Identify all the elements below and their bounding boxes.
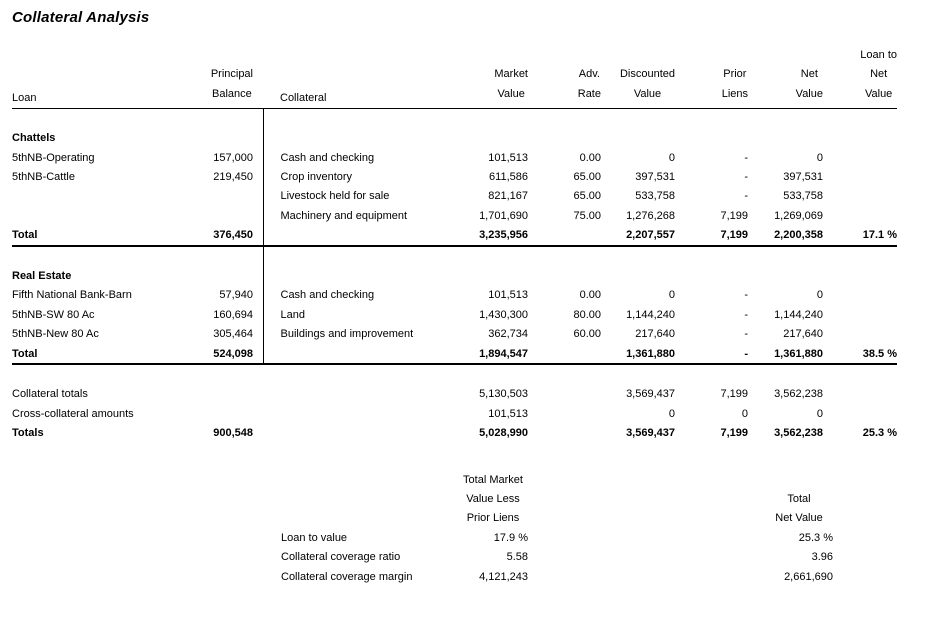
summary-row-collateral-totals xyxy=(12,385,897,404)
cell-net: 1,361,880 xyxy=(748,344,823,364)
cell-collateral: Cash and checking xyxy=(263,148,463,167)
section-name: Real Estate xyxy=(12,270,72,283)
header-loan: Loan xyxy=(12,46,152,109)
summary-row-cross-collateral xyxy=(12,404,897,423)
cell-collateral: Crop inventory xyxy=(263,167,463,186)
cell-market: 5,028,990 xyxy=(479,427,528,440)
market-header-line: Prior Liens xyxy=(466,512,520,525)
footer-row-coverage-ratio xyxy=(281,548,833,567)
cell-principal: 57,940 xyxy=(219,289,253,302)
cell-loan-to-net: 25.3 % xyxy=(862,427,897,440)
spacer-row xyxy=(12,109,897,129)
cell-market: 5,130,503 xyxy=(479,388,528,401)
cell-net: 1,269,069 xyxy=(774,209,823,222)
cell-adv-rate: 60.00 xyxy=(573,328,601,341)
cell-discounted: 0 xyxy=(668,151,675,164)
cell-market: 101,513 xyxy=(488,151,528,164)
table-row xyxy=(12,167,897,186)
cell-discounted: 397,531 xyxy=(635,171,675,184)
cell-discounted: 1,276,268 xyxy=(626,209,675,222)
footer-market-value: 4,121,243 xyxy=(479,570,528,583)
footer-market-value: 17.9 % xyxy=(493,531,528,544)
cell-prior-liens: - xyxy=(675,344,748,364)
cell-discounted: 3,569,437 xyxy=(626,388,675,401)
cell-net: 3,562,238 xyxy=(774,427,823,440)
table-row xyxy=(12,187,897,206)
market-header-line: Total Market xyxy=(463,473,523,486)
cell-market: 3,235,956 xyxy=(463,226,528,246)
cell-adv-rate: 0.00 xyxy=(579,151,601,164)
cell-collateral: Livestock held for sale xyxy=(263,187,463,206)
footer-label: Loan to value xyxy=(281,531,348,544)
cell-prior-liens: 0 xyxy=(741,407,748,420)
collateral-table xyxy=(12,46,897,443)
cell-loan-to-net: 17.1 % xyxy=(823,226,897,246)
footer-label: Collateral coverage ratio xyxy=(281,551,401,564)
cell-prior-liens: - xyxy=(744,308,748,321)
cell-market: 362,734 xyxy=(488,328,528,341)
cell-prior-liens: - xyxy=(744,328,748,341)
cell-loan: 5thNB-SW 80 Ac xyxy=(12,308,95,321)
footer-header-row xyxy=(281,509,833,528)
cell-label: Cross-collateral amounts xyxy=(12,407,134,420)
footer-label: Collateral coverage margin xyxy=(281,570,413,583)
cell-principal: 219,450 xyxy=(213,171,253,184)
section-header-real-estate xyxy=(12,266,897,285)
net-header-line: Net Value xyxy=(775,512,823,525)
cell-market: 1,894,547 xyxy=(463,344,528,364)
cell-prior-liens: - xyxy=(744,190,748,203)
footer-row-loan-to-value xyxy=(281,528,833,547)
footer-header-row xyxy=(281,489,833,508)
table-row xyxy=(12,206,897,225)
cell-prior-liens: - xyxy=(744,151,748,164)
cell-adv-rate: 80.00 xyxy=(573,308,601,321)
cell-adv-rate: 0.00 xyxy=(579,289,601,302)
cell-net: 0 xyxy=(816,151,823,164)
table-row xyxy=(12,305,897,324)
cell-collateral: Cash and checking xyxy=(263,286,463,305)
table-row xyxy=(12,148,897,167)
section-total-row-chattels xyxy=(12,226,897,246)
report-title: Collateral Analysis xyxy=(12,9,150,26)
spacer-row xyxy=(12,364,897,384)
cell-net: 2,200,358 xyxy=(748,226,823,246)
cell-label: Collateral totals xyxy=(12,388,88,401)
cell-market: 821,167 xyxy=(488,190,528,203)
table-row xyxy=(12,286,897,305)
cell-market: 1,701,690 xyxy=(479,209,528,222)
cell-net: 0 xyxy=(816,407,823,420)
cell-discounted: 3,569,437 xyxy=(626,427,675,440)
footer-net-value: 25.3 % xyxy=(798,531,833,544)
footer-row-coverage-margin xyxy=(281,567,833,586)
cell-prior-liens: 7,199 xyxy=(720,388,748,401)
cell-net: 3,562,238 xyxy=(774,388,823,401)
cell-market: 101,513 xyxy=(488,407,528,420)
cell-loan: 5thNB-New 80 Ac xyxy=(12,328,99,341)
footer-header-row xyxy=(281,470,833,489)
cell-principal: 900,548 xyxy=(213,427,253,440)
cell-market: 101,513 xyxy=(488,289,528,302)
cell-adv-rate: 75.00 xyxy=(573,209,601,222)
header-prior-liens: Prior Liens xyxy=(675,46,748,109)
cell-total-label: Total xyxy=(12,344,152,364)
section-header-chattels xyxy=(12,129,897,148)
cell-net: 0 xyxy=(816,289,823,302)
cell-discounted: 0 xyxy=(668,407,675,420)
cell-discounted: 0 xyxy=(668,289,675,302)
footer-net-value: 3.96 xyxy=(811,551,833,564)
cell-principal: 376,450 xyxy=(152,226,253,246)
header-adv-rate: Adv. Rate xyxy=(528,46,601,109)
cell-discounted: 533,758 xyxy=(635,190,675,203)
cell-discounted: 1,361,880 xyxy=(601,344,675,364)
cell-net: 533,758 xyxy=(783,190,823,203)
cell-prior-liens: - xyxy=(744,289,748,302)
cell-collateral: Machinery and equipment xyxy=(263,206,463,225)
cell-adv-rate: 65.00 xyxy=(573,190,601,203)
cell-net: 397,531 xyxy=(783,171,823,184)
table-header xyxy=(12,46,897,109)
cell-loan: 5thNB-Operating xyxy=(12,151,95,164)
header-loan-to-net-value: Loan to Net Value xyxy=(823,46,897,109)
header-discounted-value: Discounted Value xyxy=(601,46,675,109)
header-market-value: Market Value xyxy=(463,46,528,109)
footer-market-value: 5.58 xyxy=(506,551,528,564)
cell-prior-liens: 7,199 xyxy=(675,226,748,246)
section-total-row-real-estate xyxy=(12,344,897,364)
cell-loan-to-net: 38.5 % xyxy=(823,344,897,364)
cell-net: 217,640 xyxy=(783,328,823,341)
cell-collateral: Land xyxy=(263,305,463,324)
table-row xyxy=(12,325,897,344)
cell-adv-rate: 65.00 xyxy=(573,171,601,184)
market-header-line: Value Less xyxy=(466,493,520,506)
spacer-row xyxy=(12,246,897,266)
cell-total-label: Total xyxy=(12,226,152,246)
cell-market: 1,430,300 xyxy=(479,308,528,321)
header-collateral: Collateral xyxy=(263,46,463,109)
cell-market: 611,586 xyxy=(489,171,528,184)
section-name: Chattels xyxy=(12,132,56,145)
header-net-value: Net Value xyxy=(748,46,823,109)
cell-principal: 524,098 xyxy=(152,344,253,364)
header-principal-balance: Principal Balance xyxy=(152,46,253,109)
cell-prior-liens: - xyxy=(744,171,748,184)
cell-discounted: 2,207,557 xyxy=(601,226,675,246)
cell-prior-liens: 7,199 xyxy=(720,427,748,440)
footer-net-value: 2,661,690 xyxy=(784,570,833,583)
cell-principal: 305,464 xyxy=(213,328,253,341)
cell-loan: 5thNB-Cattle xyxy=(12,171,75,184)
summary-row-totals xyxy=(12,423,897,442)
cell-discounted: 217,640 xyxy=(635,328,675,341)
cell-label: Totals xyxy=(12,427,44,440)
cell-collateral: Buildings and improvement xyxy=(263,325,463,344)
cell-loan: Fifth National Bank-Barn xyxy=(12,289,132,302)
cell-principal: 160,694 xyxy=(213,308,253,321)
net-header-line: Total xyxy=(787,493,811,506)
cell-net: 1,144,240 xyxy=(774,308,823,321)
cell-discounted: 1,144,240 xyxy=(626,308,675,321)
cell-principal: 157,000 xyxy=(213,151,253,164)
cell-prior-liens: 7,199 xyxy=(720,209,748,222)
coverage-summary xyxy=(281,470,833,586)
